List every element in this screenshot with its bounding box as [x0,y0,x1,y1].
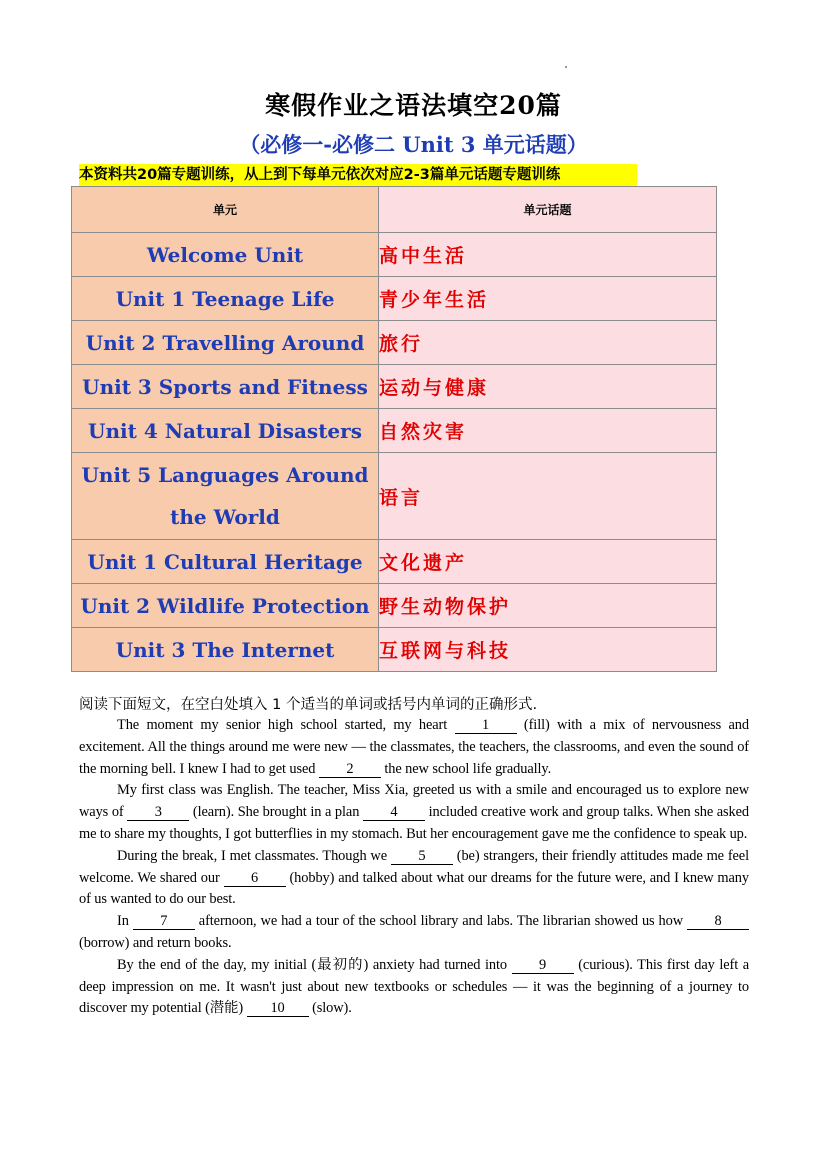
unit-cell: Unit 1 Teenage Life [72,277,379,321]
table-row [72,365,717,409]
topic-cell: 语言 [379,453,717,540]
column-header-unit: 单元 [72,187,379,233]
table-row [72,453,717,540]
passage-paragraph-5 [79,955,749,1020]
topic-cell: 青少年生活 [379,277,717,321]
topic-cell: 自然灾害 [379,409,717,453]
text-span: afternoon, we had a tour of the school library and labs. The librarian showed us how [198,913,684,930]
text-span: (be) strangers, their friendly attitudes made me feel welcome. We shared our [79,847,749,886]
table-row [72,628,717,672]
unit-cell: Unit 3 The Internet [72,628,379,672]
text-span: By the end of the day, my initial (最初的) anxiety had turned into [117,956,507,973]
highlight-banner: 本资料共20篇专题训练，从上到下每单元依次对应2-3篇单元话题专题训练 [79,164,637,186]
table-row [72,321,717,365]
unit-cell: Unit 1 Cultural Heritage [72,540,379,584]
topic-cell: 文化遗产 [379,540,717,584]
unit-cell: Unit 4 Natural Disasters [72,409,379,453]
answer-blank-4[interactable]: 4 [363,804,425,821]
answer-blank-7[interactable]: 7 [133,913,195,930]
text-span: (fill) with a mix of nervousness and excitement. All the things around me were new — the classmates, the teachers, the classrooms, and even the sound of the morning bell. I knew I had to get used [79,717,749,777]
table-row [72,584,717,628]
topic-cell: 野生动物保护 [379,584,717,628]
text-span: (curious). This first day left a deep impression on me. It wasn't just about new textbooks or schedules — it was the beginning of a journey to discover my potential (潜能) [79,956,750,1017]
answer-blank-3[interactable]: 3 [127,804,189,821]
unit-topic-table [71,186,717,672]
passage-paragraph-3 [79,846,749,911]
decorative-dot [565,66,567,68]
table-row [72,409,717,453]
text-span: The moment my senior high school started, my heart [117,717,448,733]
text-span: My first class was English. The teacher, Miss Xia, greeted us with a smile and encouraged us to explore new ways of [79,782,749,821]
table-row [72,277,717,321]
unit-cell: Unit 5 Languages Around the World [72,453,379,540]
text-span: In [117,913,129,930]
answer-blank-1[interactable]: 1 [455,717,517,734]
text-span: (borrow) and return books. [79,934,232,951]
topic-cell: 高中生活 [379,233,717,277]
exercise-instruction: 阅读下面短文，在空白处填入 1 个适当的单词或括号内单词的正确形式. [79,697,538,713]
text-span: (slow). [312,1000,352,1017]
passage-paragraph-4 [79,911,749,955]
answer-blank-9[interactable]: 9 [512,957,574,974]
text-span: the new school life gradually. [384,760,552,777]
table-header-row [72,187,717,233]
answer-blank-2[interactable]: 2 [319,761,381,778]
table-row [72,540,717,584]
reading-passage [79,715,749,1020]
unit-cell: Welcome Unit [72,233,379,277]
topic-cell: 运动与健康 [379,365,717,409]
table-row [72,233,717,277]
page-title: 寒假作业之语法填空20篇 [265,91,562,120]
column-header-topic: 单元话题 [379,187,717,233]
text-span: included creative work and group talks. When she asked me to share my thoughts, I got butterflies in my stomach. But her encouragement gave me the confidence to speak up. [79,804,750,842]
topic-cell: 旅行 [379,321,717,365]
answer-blank-10[interactable]: 10 [247,1000,309,1017]
unit-cell: Unit 2 Travelling Around [72,321,379,365]
text-span: (hobby) and talked about what our dreams for the future were, and I knew many of us wanted to do our best. [79,869,749,908]
answer-blank-8[interactable]: 8 [687,913,749,930]
text-span: During the break, I met classmates. Though we [117,847,388,864]
unit-cell: Unit 2 Wildlife Protection [72,584,379,628]
answer-blank-6[interactable]: 6 [224,870,286,887]
passage-paragraph-2 [79,780,749,845]
text-span: (learn). She brought in a plan [192,804,360,821]
answer-blank-5[interactable]: 5 [391,848,453,865]
topic-cell: 互联网与科技 [379,628,717,672]
passage-paragraph-1 [79,715,749,780]
unit-cell: Unit 3 Sports and Fitness [72,365,379,409]
page-subtitle: （必修一-必修二 Unit 3 单元话题） [239,132,588,157]
